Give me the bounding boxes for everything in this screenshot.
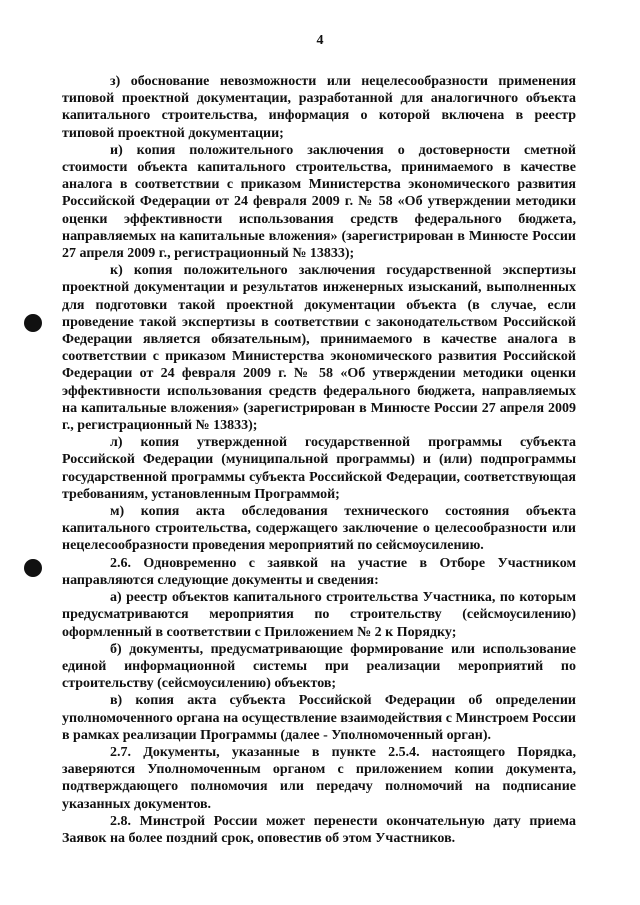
paragraph-z: з) обоснование невозможности или нецелесообразности применения типовой проектной документации, разработанной для аналогичного объекта капитального строительства, информация о которой включена в реестр типовой проектной документации; bbox=[62, 74, 576, 141]
page-number: 4 bbox=[316, 33, 324, 48]
paragraph-2-6: 2.6. Одновременно с заявкой на участие в Отборе Участником направляются следующие документы и сведения: bbox=[62, 555, 576, 588]
document-body bbox=[62, 73, 576, 847]
paragraph-k: к) копия положительного заключения государственной экспертизы проектной документации и результатов инженерных изысканий, выполненных для подготовки такой проектной документации объекта (в случае, если проведение такой экспертизы в соответствии с законодательством Российской Федерации является обязательным), принимаемого в качестве аналога в соответствии с приказом Министерства экономического развития Российской Федерации от 24 февраля 2009 г. № 58 «Об утверждении методики оценки эффективности использования средств федерального бюджета, направляемых на капитальные вложения» (зарегистрирован в Минюсте России 27 апреля 2009 г., регистрационный № 13833); bbox=[62, 263, 576, 434]
punch-hole-bottom bbox=[24, 559, 42, 577]
paragraph-l: л) копия утвержденной государственной программы субъекта Российской Федерации (муниципальной программы) и (или) подпрограммы государственной программы субъекта Российской Федерации, соответствующая требованиям, установленным Программой; bbox=[62, 435, 576, 502]
paragraph-i: и) копия положительного заключения о достоверности сметной стоимости объекта капитального строительства, принимаемого в качестве аналога в соответствии с приказом Министерства экономического развития Российской Федерации от 24 февраля 2009 г. № 58 «Об утверждении методики оценки эффективности использования средств федерального бюджета, направляемых на капитальные вложения» (зарегистрирован в Минюсте России 27 апреля 2009 г., регистрационный № 13833); bbox=[62, 142, 576, 262]
punch-hole-top bbox=[24, 314, 42, 332]
paragraph-2-8: 2.8. Минстрой России может перенести окончательную дату приема Заявок на более поздний срок, оповестив об этом Участников. bbox=[62, 813, 576, 846]
paragraph-a: а) реестр объектов капитального строительства Участника, по которым предусматриваются мероприятия по строительству (сейсмоусилению) оформленный в соответствии с Приложением № 2 к Порядку; bbox=[62, 590, 576, 640]
paragraph-b: б) документы, предусматривающие формирование или использование единой информационной системы при реализации мероприятий по строительству (сейсмоусилению) объектов; bbox=[62, 641, 576, 692]
paragraph-2-7: 2.7. Документы, указанные в пункте 2.5.4. настоящего Порядка, заверяются Уполномоченным органом с приложением копии документа, подтверждающего полномочия или передачу полномочий на подписание указанных документов. bbox=[62, 744, 576, 812]
paragraph-m: м) копия акта обследования технического состояния объекта капитального строительства, содержащего заключение о целесообразности или нецелесообразности проведения мероприятий по сейсмоусилению. bbox=[62, 504, 576, 554]
paragraph-v: в) копия акта субъекта Российской Федерации об определении уполномоченного органа на осуществление взаимодействия с Минстроем России в рамках реализации Программы (далее - Уполномоченный орган). bbox=[62, 693, 576, 743]
